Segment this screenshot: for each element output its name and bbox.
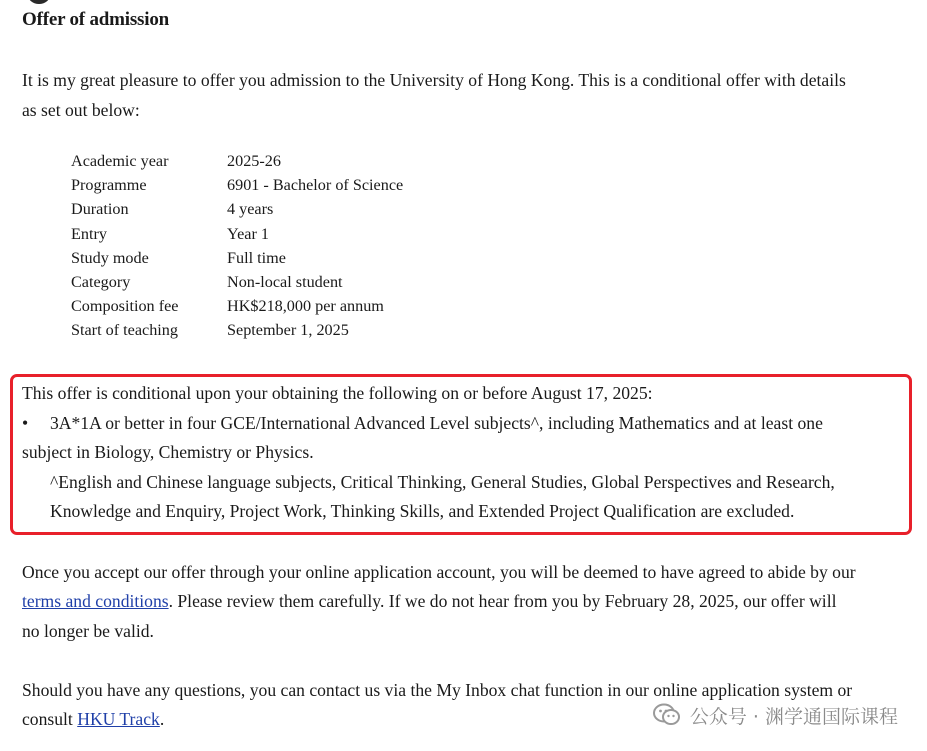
bullet-icon: • [22, 413, 29, 433]
decorative-mark [28, 0, 50, 4]
detail-value: Non-local student [227, 273, 343, 292]
accept-line-2 [22, 586, 836, 616]
detail-value: HK$218,000 per annum [227, 297, 384, 316]
condition-intro: This offer is conditional upon your obtaining the following on or before August 17, 2025: [22, 383, 653, 403]
detail-row-study-mode [71, 246, 403, 270]
detail-label: Category [71, 273, 131, 292]
detail-value: Year 1 [227, 224, 269, 243]
detail-value: 4 years [227, 200, 274, 219]
detail-label: Start of teaching [71, 321, 178, 340]
detail-row-programme [71, 173, 403, 197]
detail-row-academic-year [71, 149, 403, 173]
watermark-text: 公众号 · 渊学通国际课程 [689, 705, 898, 728]
terms-and-conditions-link[interactable]: terms and conditions [22, 591, 169, 611]
questions-line-1: Should you have any questions, you can contact us via the My Inbox chat function in our online application system or [22, 680, 853, 700]
intro-line-2: as set out below: [22, 100, 140, 120]
detail-value: 2025-26 [227, 152, 281, 170]
detail-row-start-of-teaching [71, 318, 403, 342]
detail-label: Duration [71, 200, 129, 219]
questions-suffix: . [159, 709, 165, 729]
accept-line-3: no longer be valid. [22, 621, 154, 641]
detail-label: Programme [71, 176, 147, 195]
detail-row-duration [71, 197, 403, 221]
exclusion-note-line-1: ^English and Chinese language subjects, Critical Thinking, General Studies, Global Perspectives and Research, [50, 472, 835, 492]
detail-value: 6901 - Bachelor of Science [227, 176, 404, 195]
questions-line-2 [22, 704, 164, 734]
detail-row-entry [71, 222, 403, 246]
wechat-icon [652, 702, 682, 728]
detail-row-composition-fee [71, 294, 403, 318]
letter-title: Offer of admission [22, 9, 169, 30]
accept-line-2-text: . Please review them carefully. If we do not hear from you by February 28, 2025, our offer will [168, 591, 837, 611]
detail-label: Composition fee [71, 297, 179, 316]
offer-details [71, 149, 403, 343]
detail-label: Study mode [71, 248, 149, 267]
detail-label: Entry [71, 224, 107, 243]
intro-line-1: It is my great pleasure to offer you admission to the University of Hong Kong. This is a conditional offer with details [22, 70, 846, 90]
questions-prefix: consult [22, 709, 78, 729]
hku-track-link[interactable]: HKU Track [77, 709, 160, 729]
watermark [652, 700, 898, 730]
detail-value: Full time [227, 248, 286, 267]
detail-row-category [71, 270, 403, 294]
requirement-line-2: subject in Biology, Chemistry or Physics. [22, 442, 314, 462]
accept-line-1: Once you accept our offer through your online application account, you will be deemed to have agreed to abide by our [22, 562, 856, 582]
detail-label: Academic year [71, 152, 169, 170]
exclusion-note-line-2: Knowledge and Enquiry, Project Work, Thinking Skills, and Extended Project Qualification are excluded. [50, 501, 795, 521]
requirement-line-1: 3A*1A or better in four GCE/International Advanced Level subjects^, including Mathematics and at least one [50, 413, 823, 433]
detail-value: September 1, 2025 [227, 321, 349, 340]
